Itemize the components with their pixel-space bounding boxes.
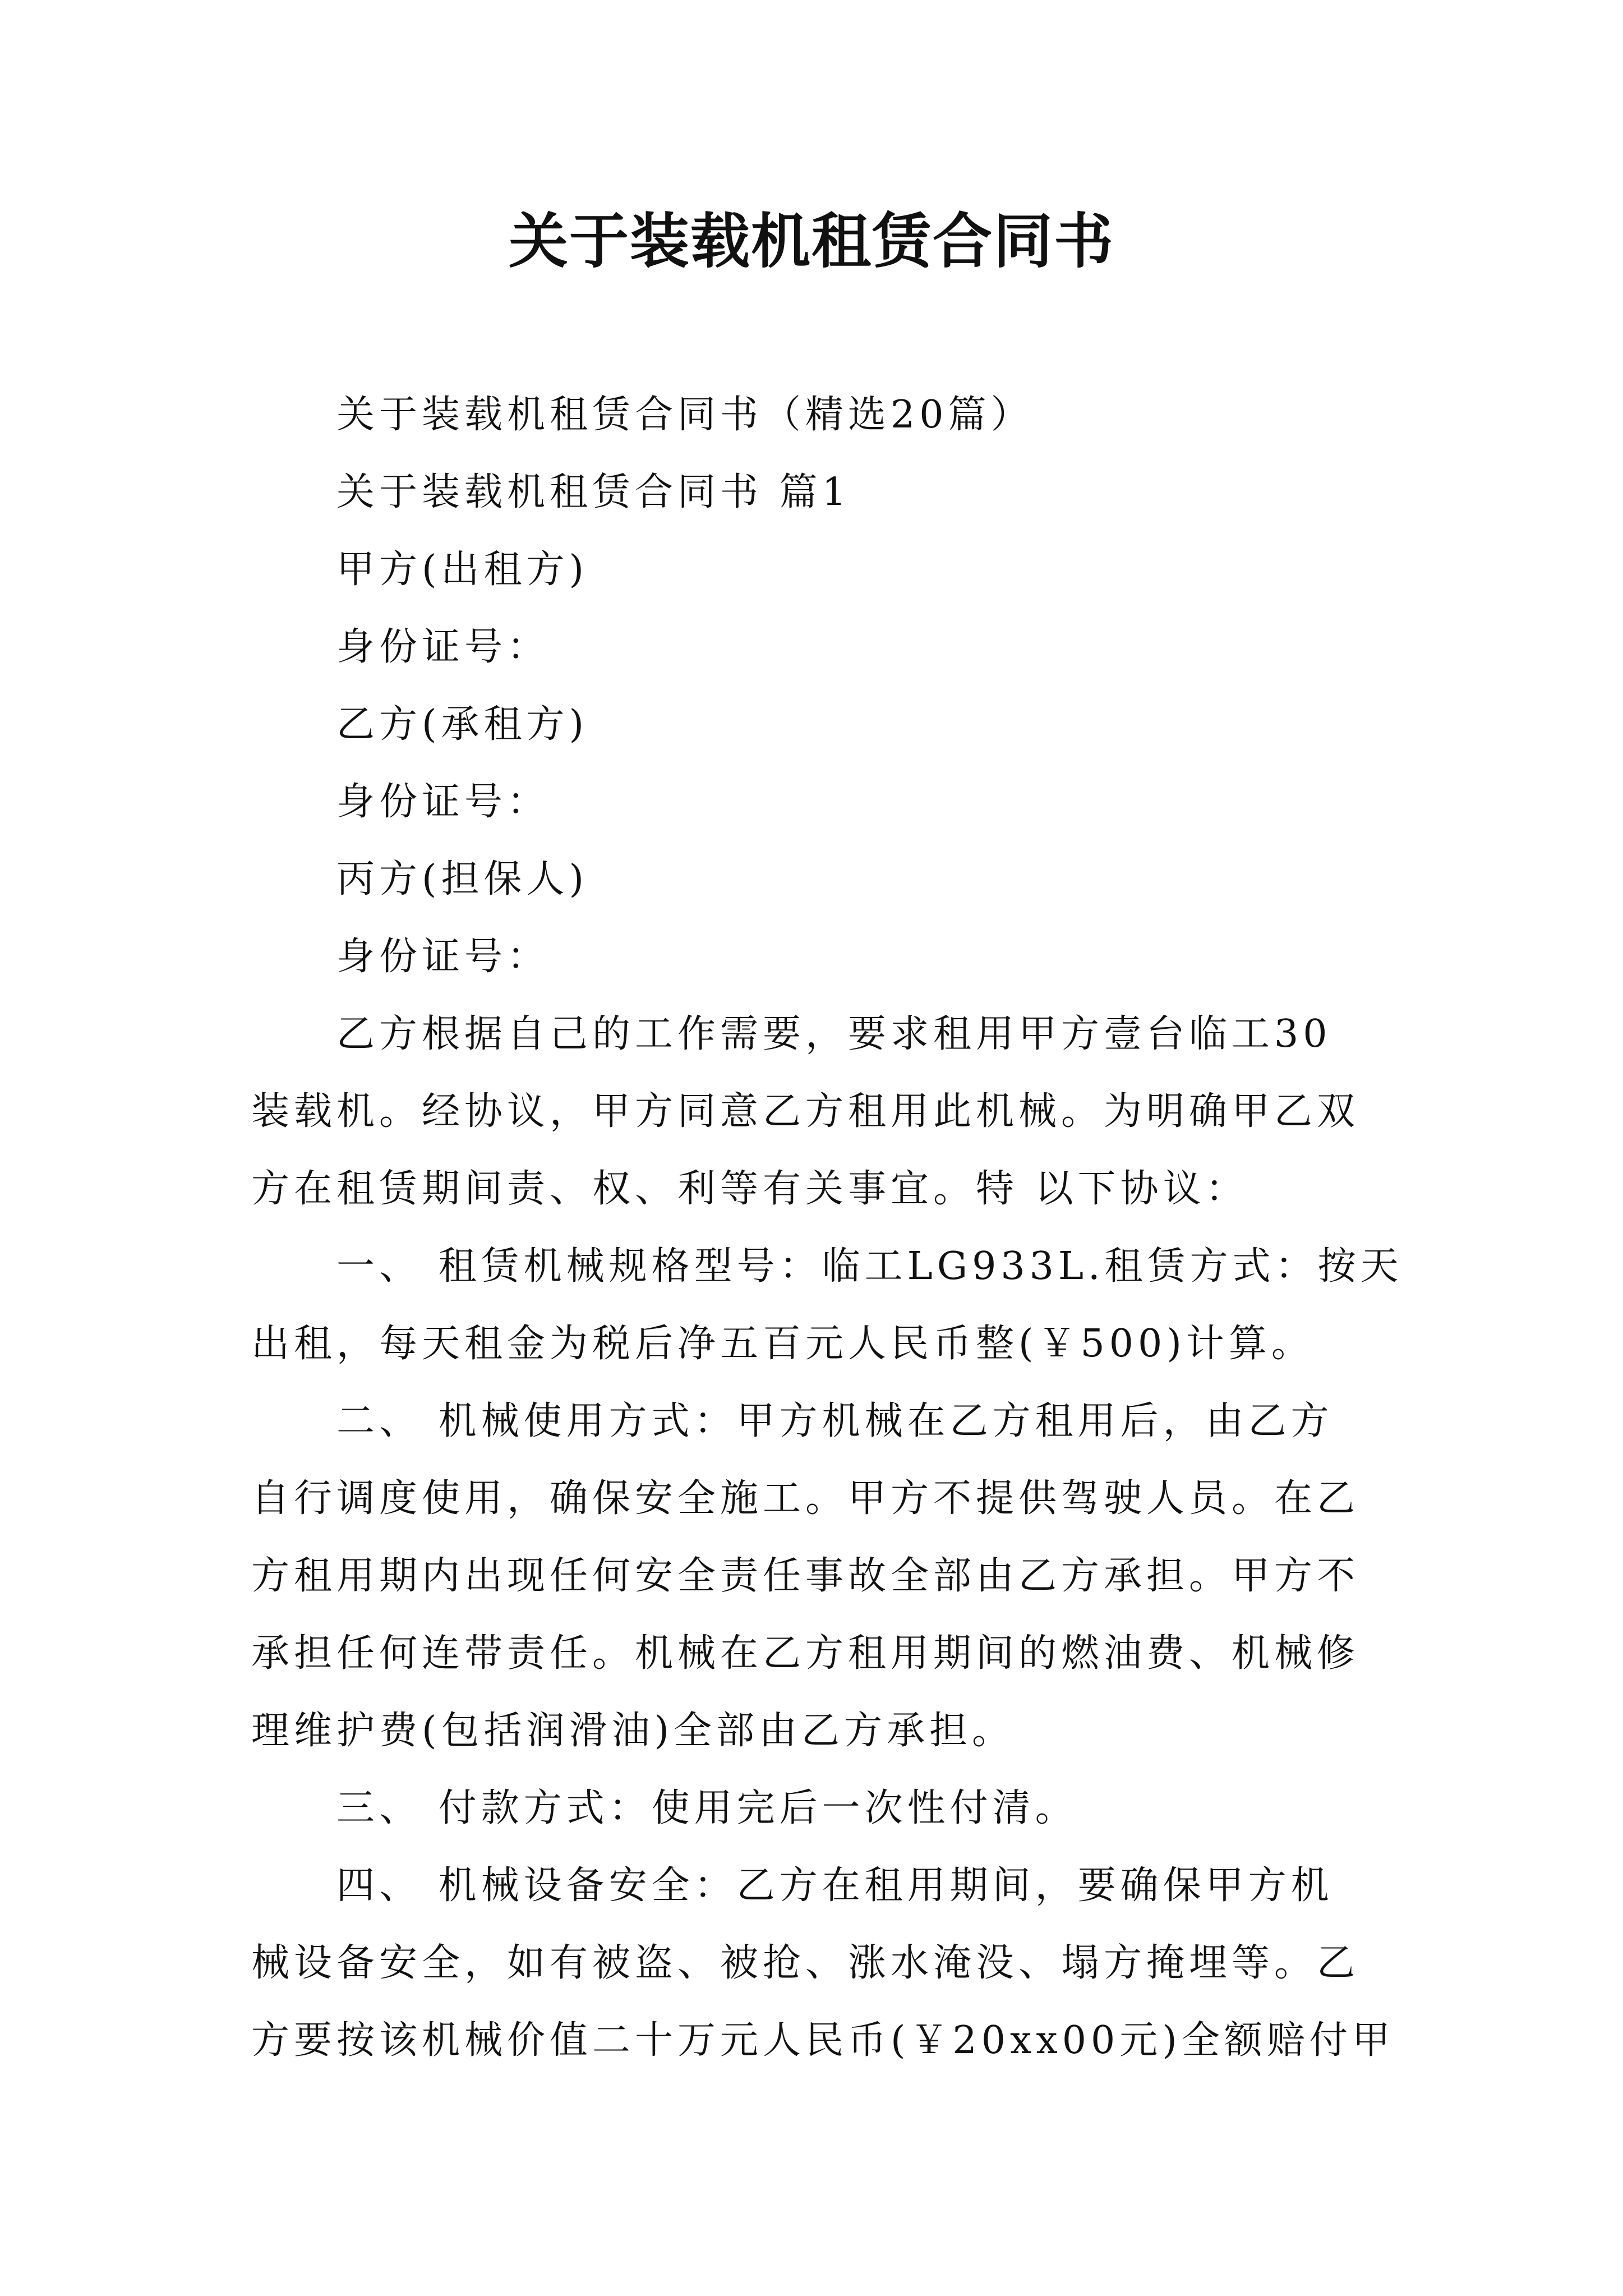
section-heading: 关于装载机租赁合同书 篇1: [336, 470, 851, 514]
intro-paragraph-line: 乙方根据自己的工作需要，要求租用甲方壹台临工30: [336, 1012, 1332, 1056]
clause-2-line: 方租用期内出现任何安全责任事故全部由乙方承担。甲方不: [251, 1554, 1360, 1598]
party-c-label: 丙方(担保人): [336, 857, 589, 901]
party-b-id-label: 身份证号：: [336, 780, 550, 824]
party-a-label: 甲方(出租方): [336, 547, 589, 592]
document-title: 关于装载机租赁合同书: [509, 206, 1114, 276]
clause-3-line: 三、 付款方式：使用完后一次性付清。: [336, 1786, 1078, 1830]
party-b-label: 乙方(承租方): [336, 702, 589, 747]
clause-1-line: 一、 租赁机械规格型号：临工LG933L.租赁方式：按天: [336, 1244, 1403, 1289]
clause-1-line: 出租，每天租金为税后净五百元人民币整(￥500)计算。: [251, 1322, 1314, 1366]
party-a-id-label: 身份证号：: [336, 625, 550, 669]
intro-paragraph-line: 装载机。经协议，甲方同意乙方租用此机械。为明确甲乙双: [251, 1089, 1360, 1134]
clause-4-line: 械设备安全，如有被盗、被抢、涨水淹没、塌方掩埋等。乙: [251, 1941, 1360, 1985]
subtitle-line: 关于装载机租赁合同书（精选20篇）: [336, 393, 1034, 437]
clause-4-line: 方要按该机械价值二十万元人民币(￥20xx00元)全额赔付甲: [251, 2018, 1395, 2063]
party-c-id-label: 身份证号：: [336, 935, 550, 979]
clause-2-line: 理维护费(包括润滑油)全部由乙方承担。: [251, 1709, 1015, 1753]
clause-2-line: 二、 机械使用方式：甲方机械在乙方租用后，由乙方: [336, 1399, 1334, 1443]
intro-paragraph-line: 方在租赁期间责、权、利等有关事宜。特 以下协议：: [251, 1167, 1248, 1211]
clause-2-line: 承担任何连带责任。机械在乙方租用期间的燃油费、机械修: [251, 1631, 1360, 1676]
clause-4-line: 四、 机械设备安全：乙方在租用期间，要确保甲方机: [336, 1864, 1334, 1908]
clause-2-line: 自行调度使用，确保安全施工。甲方不提供驾驶人员。在乙: [251, 1476, 1360, 1521]
